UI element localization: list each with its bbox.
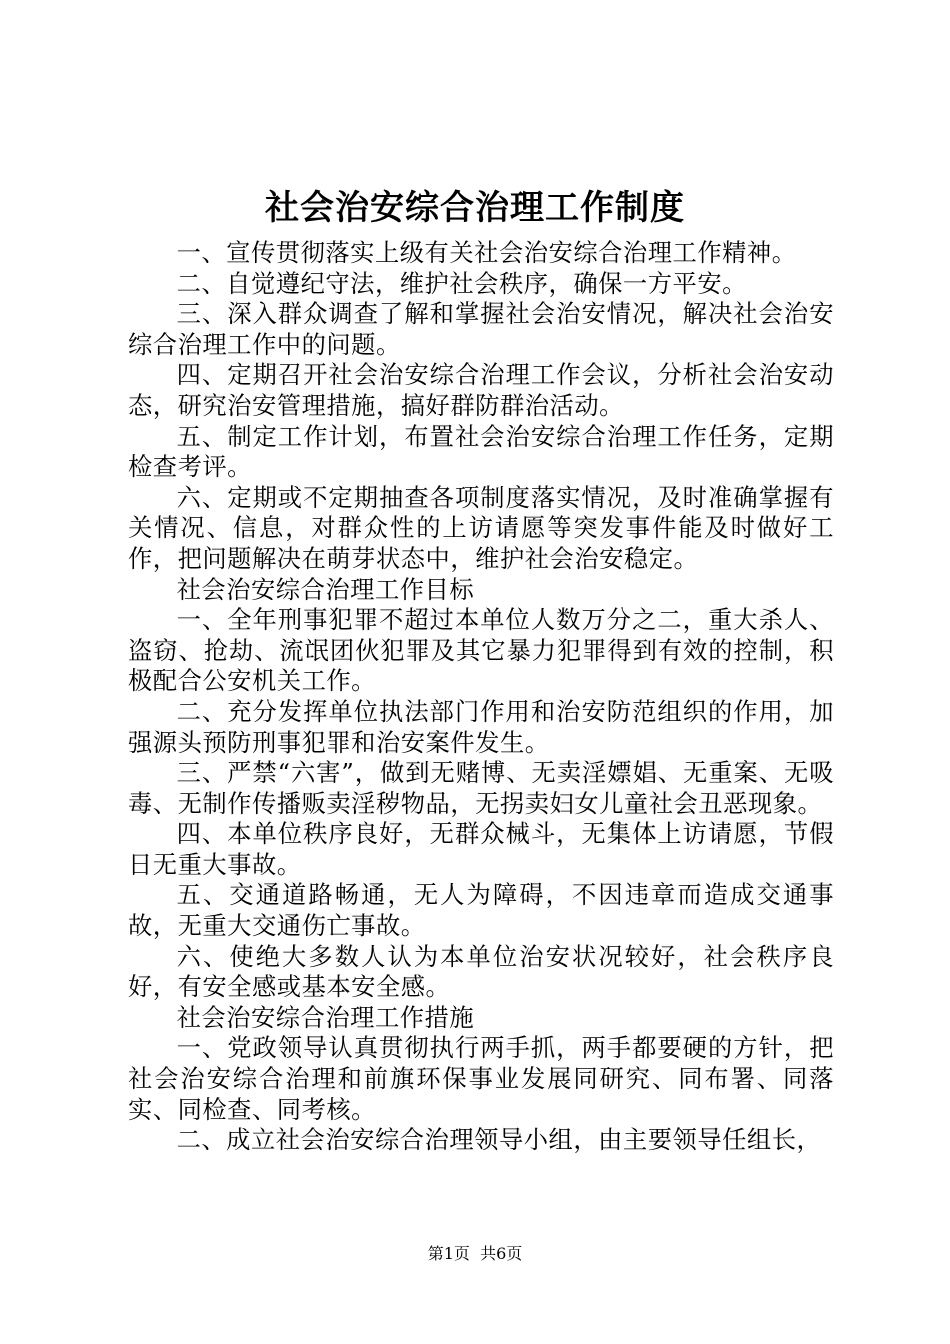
section-heading: 社会治安综合治理工作目标 — [176, 574, 475, 604]
paragraph: 六、定期或不定期抽查各项制度落实情况，及时准确掌握有关情况、信息，对群众性的上访请愿等突发事件能及时做好工作，把问题解决在萌芽状态中，维护社会治安稳定。 — [128, 482, 834, 573]
paragraph: 四、定期召开社会治安综合治理工作会议，分析社会治安动态，研究治安管理措施，搞好群防群治活动。 — [128, 360, 834, 420]
paragraph: 三、深入群众调查了解和掌握社会治安情况，解决社会治安综合治理工作中的问题。 — [128, 299, 834, 359]
paragraph: 三、严禁“六害”，做到无赌博、无卖淫嫖娼、无重案、无吸毒、无制作传播贩卖淫秽物品，无拐卖妇女儿童社会丑恶现象。 — [128, 758, 834, 818]
paragraph: 二、自觉遵纪守法，维护社会秩序，确保一方平安。 — [176, 268, 747, 298]
paragraph: 二、充分发挥单位执法部门作用和治安防范组织的作用，加强源头预防刑事犯罪和治安案件发生。 — [128, 696, 834, 757]
paragraph: 一、宣传贯彻落实上级有关社会治安综合治理工作精神。 — [176, 238, 797, 267]
section-heading: 社会治安综合治理工作措施 — [176, 1002, 475, 1032]
paragraph: 二、成立社会治安综合治理领导小组，由主要领导任组长， — [176, 1125, 822, 1155]
total-pages: 共6页 — [480, 1244, 523, 1263]
document-body — [128, 238, 834, 1156]
paragraph: 六、使绝大多数人认为本单位治安状况较好，社会秩序良好，有安全感或基本安全感。 — [128, 941, 834, 1002]
paragraph: 五、交通道路畅通，无人为障碍，不因违章而造成交通事故，无重大交通伤亡事故。 — [128, 880, 834, 941]
paragraph: 一、全年刑事犯罪不超过本单位人数万分之二，重大杀人、盗窃、抢劫、流氓团伙犯罪及其它暴力犯罪得到有效的控制，积极配合公安机关工作。 — [128, 605, 834, 696]
page-footer — [0, 1243, 950, 1265]
document-title: 社会治安综合治理工作制度 — [265, 188, 685, 228]
page-number: 第1页 — [427, 1244, 470, 1263]
paragraph: 四、本单位秩序良好，无群众械斗，无集体上访请愿，节假日无重大事故。 — [128, 819, 834, 879]
paragraph: 五、制定工作计划，布置社会治安综合治理工作任务，定期检查考评。 — [128, 421, 834, 482]
paragraph: 一、党政领导认真贯彻执行两手抓，两手都要硬的方针，把社会治安综合治理和前旗环保事业发展同研究、同布署、同落实、同检查、同考核。 — [128, 1033, 834, 1124]
